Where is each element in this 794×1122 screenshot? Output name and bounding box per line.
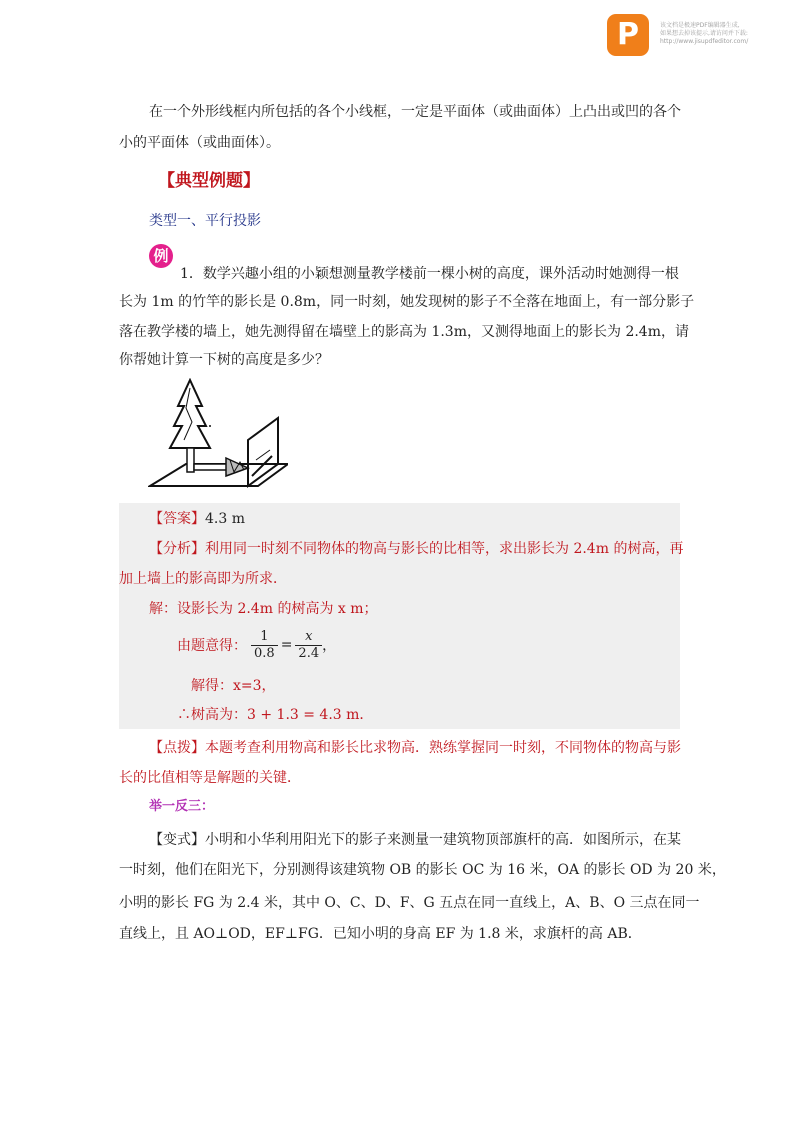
intro-line: 小的平面体（或曲面体）。 [119, 135, 280, 151]
solve-result: 解得：x=3， [191, 678, 276, 694]
comment-text: 本题考查利用物高和影长比求物高．熟练掌握同一时刻，不同物体的物高与影 [205, 740, 681, 756]
equation-tail: ， [322, 638, 337, 654]
app-logo [607, 14, 649, 56]
section-title: 【典型例题】 [158, 171, 260, 191]
solve-line: 解：设影长为 2.4m 的树高为 x m； [149, 601, 378, 617]
example-line: 落在教学楼的墙上，她先测得留在墙壁上的影高为 1.3m，又测得地面上的影长为 2.4m，请 [119, 324, 689, 340]
comment-text: 长的比值相等是解题的关键． [119, 770, 301, 786]
example-line: 长为 1m 的竹竿的影长是 0.8m，同一时刻，她发现树的影子不全落在地面上，有一部分影子 [119, 294, 695, 310]
fraction-numerator: 1 [260, 628, 269, 644]
logo-caption-line: 如果想去掉该提示,请访问并下载: [660, 30, 748, 37]
equation-row [177, 627, 336, 663]
answer-row [149, 509, 245, 529]
example-line: 你帮她计算一下树的高度是多少？ [119, 352, 329, 368]
variant-line: 小明的影长 FG 为 2.4 米，其中 O、C、D、F、G 五点在同一直线上，A、B、O 三点在同一 [119, 895, 700, 911]
equals-sign: = [280, 637, 293, 653]
practice-title: 举一反三： [149, 799, 215, 814]
analysis-text: 利用同一时刻不同物体的物高与影长的比相等，求出影长为 2.4m 的树高，再 [205, 541, 684, 557]
answer-value: 4.3 m [205, 511, 245, 527]
variant-line: 直线上，且 AO⊥OD，EF⊥FG．已知小明的身高 EF 为 1.8 米，求旗杆的高 AB． [119, 926, 642, 942]
analysis-label: 【分析】 [149, 541, 205, 557]
tree-shadow-figure [148, 378, 288, 498]
fraction-numerator: x [305, 628, 313, 644]
variant-line: 一时刻，他们在阳光下，分别测得该建筑物 OB 的影长 OC 为 16 米，OA 的影长 OD 为 20 米， [119, 862, 726, 878]
fraction-right [295, 629, 322, 662]
example-badge: 例 [149, 244, 173, 268]
fraction-denominator: 2.4 [295, 645, 322, 662]
fraction-left [251, 629, 278, 662]
comment-row [149, 738, 681, 758]
fraction-denominator: 0.8 [251, 645, 278, 662]
analysis-row [149, 539, 683, 559]
analysis-text: 加上墙上的影高即为所求． [119, 571, 287, 587]
intro-line: 在一个外形线框内所包括的各个小线框，一定是平面体（或曲面体）上凸出或凹的各个 [149, 104, 681, 120]
tree-height-result: ∴树高为：3 + 1.3 = 4.3 m． [177, 707, 374, 723]
logo-letter: P [617, 17, 639, 52]
logo-caption-line: http://www.jisupdfeditor.com/ [660, 38, 749, 45]
logo-caption-line: 该文档是极速PDF编辑器生成, [660, 22, 740, 29]
logo-caption [660, 22, 748, 46]
given-label: 由题意得： [177, 638, 247, 654]
comment-label: 【点拨】 [149, 740, 205, 756]
answer-label: 【答案】 [149, 511, 205, 527]
variant-line: 【变式】小明和小华利用阳光下的影子来测量一建筑物顶部旗杆的高．如图所示，在某 [149, 832, 681, 848]
example-line: 1．数学兴趣小组的小颖想测量教学楼前一棵小树的高度，课外活动时她测得一根 [180, 266, 679, 282]
type-title: 类型一、平行投影 [149, 213, 261, 229]
